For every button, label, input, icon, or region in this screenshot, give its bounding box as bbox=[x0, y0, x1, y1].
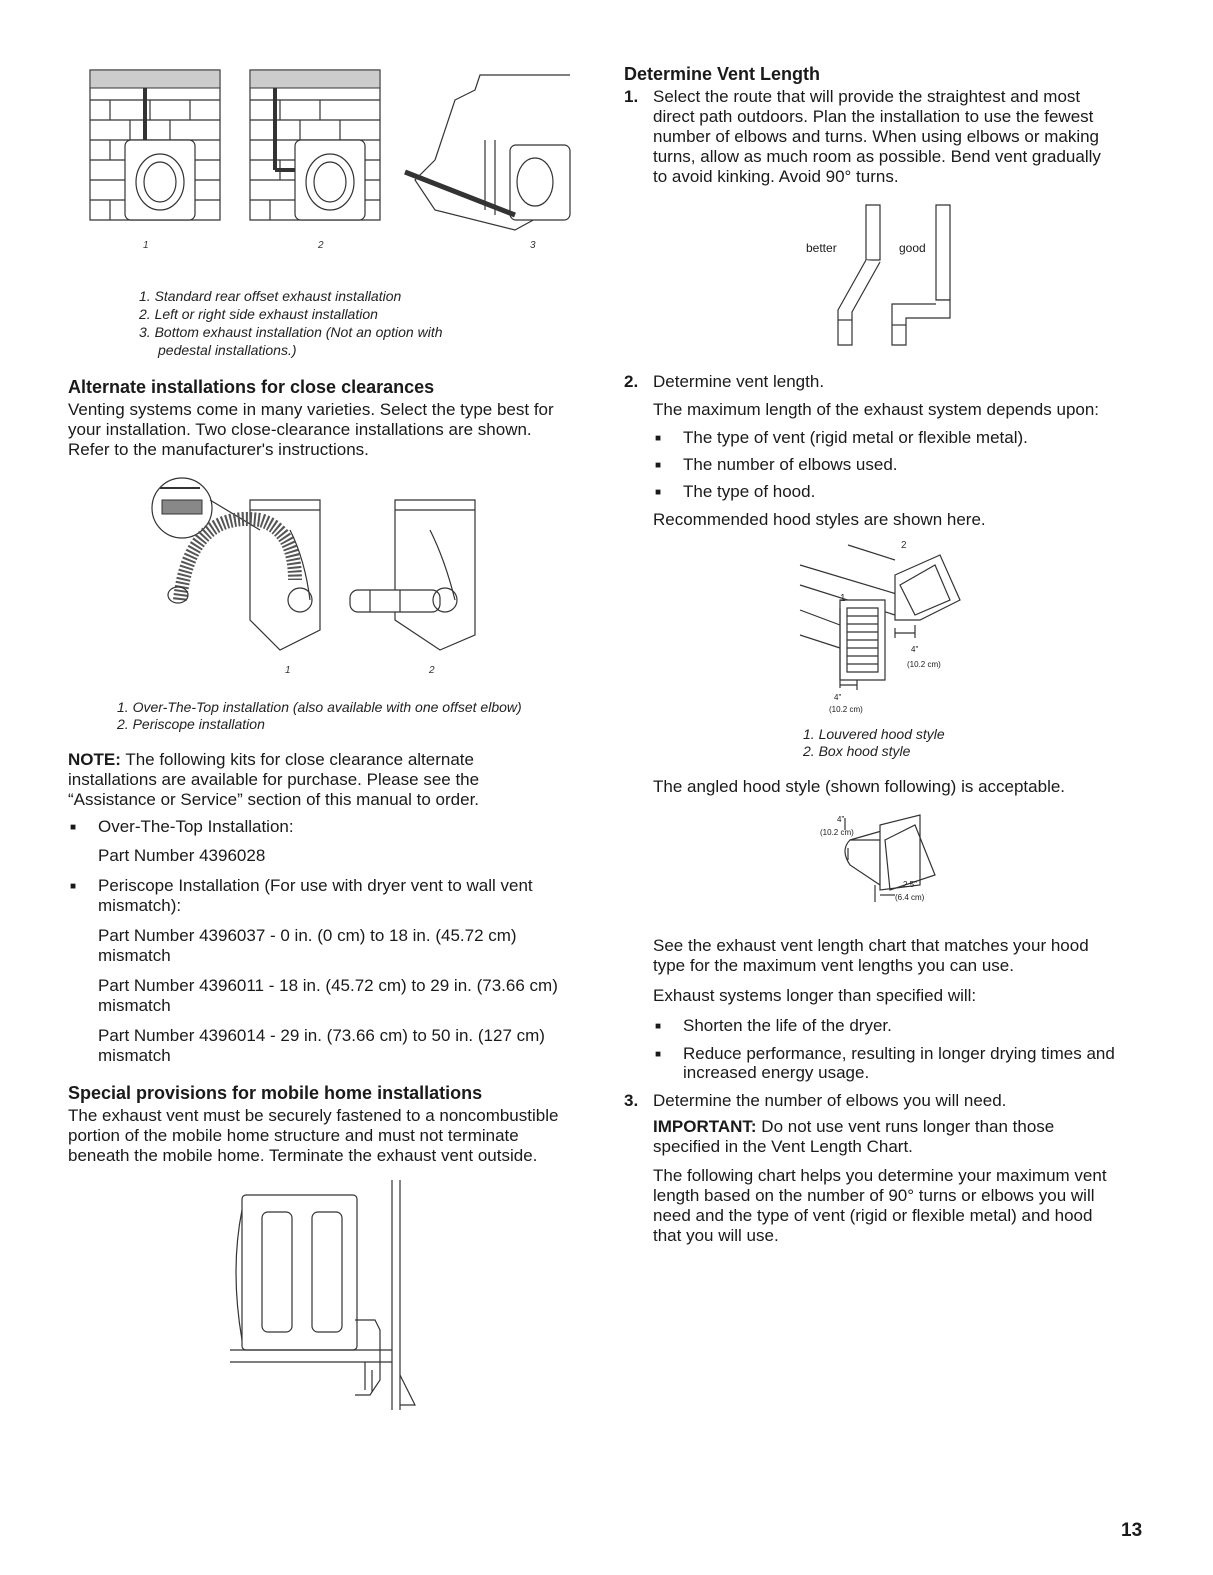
see-chart-line-2: type for the maximum vent lengths you can use. bbox=[653, 956, 1014, 975]
alt-para-line-3: Refer to the manufacturer's instructions. bbox=[68, 440, 369, 459]
hood-number-1: 1 bbox=[840, 593, 846, 604]
alt-para-line-1: Venting systems come in many varieties. Select the type best for bbox=[68, 400, 554, 419]
fig1-caption-2: 2. Left or right side exhaust installation bbox=[139, 306, 378, 322]
box-hood-dim-in: 4" bbox=[911, 645, 919, 654]
hood-caption-2: 2. Box hood style bbox=[803, 743, 911, 759]
kit-1-part: Part Number 4396028 bbox=[98, 846, 266, 865]
chart-para-line-3: need and the type of vent (rigid or flexible metal) and hood bbox=[653, 1206, 1093, 1225]
figure-mobile-home-installation bbox=[230, 1180, 430, 1415]
box-hood-dim-cm: (10.2 cm) bbox=[907, 660, 941, 669]
step-2-number: 2. bbox=[624, 372, 639, 391]
figure-standard-installations bbox=[90, 60, 570, 235]
mobile-para-line-3: beneath the mobile home. Terminate the exhaust vent outside. bbox=[68, 1146, 538, 1165]
step-1-line-2: direct path outdoors. Plan the installation to use the fewest bbox=[653, 107, 1094, 126]
kit-2-line-2: mismatch): bbox=[98, 896, 182, 915]
kit-2-part-1a: Part Number 4396037 - 0 in. (0 cm) to 18 in. (45.72 cm) bbox=[98, 926, 517, 945]
note-line-1 bbox=[68, 750, 474, 770]
longer-text: Exhaust systems longer than specified will: bbox=[653, 986, 977, 1005]
step-1-line-4: turns, allow as much room as possible. Bend vent gradually bbox=[653, 147, 1101, 166]
kit-2-part-3a: Part Number 4396014 - 29 in. (73.66 cm) to 50 in. (127 cm) bbox=[98, 1026, 545, 1045]
figure-hood-styles bbox=[800, 540, 980, 700]
max-length-text: The maximum length of the exhaust system depends upon: bbox=[653, 400, 1100, 419]
fig1-number-2: 2 bbox=[318, 240, 324, 251]
alt-para-line-2: your installation. Two close-clearance installations are shown. bbox=[68, 420, 532, 439]
mobile-para-line-2: portion of the mobile home structure and must not terminate bbox=[68, 1126, 519, 1145]
figure-vent-routes bbox=[830, 200, 970, 360]
angled-dim-bottom-cm: (6.4 cm) bbox=[895, 893, 925, 902]
step-1-line-3: number of elbows and turns. When using elbows or making bbox=[653, 127, 1100, 146]
note-line-2: installations are available for purchase. Please see the bbox=[68, 770, 480, 789]
fig1-caption-3-cont: pedestal installations.) bbox=[158, 342, 297, 358]
important-text-1: Do not use vent runs longer than those bbox=[761, 1117, 1055, 1136]
step-3-number: 3. bbox=[624, 1091, 639, 1110]
step-2-text: Determine vent length. bbox=[653, 372, 825, 391]
fig2-caption-1: 1. Over-The-Top installation (also available with one offset elbow) bbox=[117, 699, 522, 715]
kit-2-part-1b: mismatch bbox=[98, 946, 171, 965]
important-label: IMPORTANT: bbox=[653, 1117, 757, 1136]
mobile-para-line-1: The exhaust vent must be securely fastened to a noncombustible bbox=[68, 1106, 559, 1125]
step-3-text: Determine the number of elbows you will need. bbox=[653, 1091, 1007, 1110]
depends-item-2: ■ The number of elbows used. bbox=[683, 455, 898, 475]
good-label: good bbox=[899, 241, 926, 255]
fig1-caption-1: 1. Standard rear offset exhaust installation bbox=[139, 288, 402, 304]
fig1-number-3: 3 bbox=[530, 240, 536, 251]
note-text-1: The following kits for close clearance alternate bbox=[125, 750, 474, 769]
effect-1: ■ Shorten the life of the dryer. bbox=[683, 1016, 892, 1036]
important-line-1 bbox=[653, 1117, 1054, 1137]
fig2-number-2: 2 bbox=[429, 665, 435, 676]
kit-2-part-2a: Part Number 4396011 - 18 in. (45.72 cm) to 29 in. (73.66 cm) bbox=[98, 976, 558, 995]
kit-1: ■ Over-The-Top Installation: bbox=[98, 817, 294, 837]
chart-para-line-1: The following chart helps you determine your maximum vent bbox=[653, 1166, 1107, 1185]
note-line-3: “Assistance or Service” section of this manual to order. bbox=[68, 790, 480, 809]
note-label: NOTE: bbox=[68, 750, 121, 769]
kit-2-part-2b: mismatch bbox=[98, 996, 171, 1015]
hood-caption-1: 1. Louvered hood style bbox=[803, 726, 945, 742]
fig2-caption-2: 2. Periscope installation bbox=[117, 716, 265, 732]
mobile-home-heading: Special provisions for mobile home installations bbox=[68, 1083, 483, 1103]
better-label: better bbox=[806, 241, 837, 255]
step-1-line-5: to avoid kinking. Avoid 90° turns. bbox=[653, 167, 899, 186]
alt-installations-heading: Alternate installations for close clearances bbox=[68, 377, 435, 397]
step-1-number: 1. bbox=[624, 87, 639, 106]
step-1-line-1: Select the route that will provide the straightest and most bbox=[653, 87, 1081, 106]
important-line-2: specified in the Vent Length Chart. bbox=[653, 1137, 913, 1156]
effect-2-line-2: increased energy usage. bbox=[683, 1063, 870, 1082]
kit-2-part-3b: mismatch bbox=[98, 1046, 171, 1065]
angled-dim-bottom-in: 2.5" bbox=[903, 880, 917, 889]
fig1-caption-3: 3. Bottom exhaust installation (Not an option with bbox=[139, 324, 443, 340]
angled-dim-top-cm: (10.2 cm) bbox=[820, 828, 854, 837]
fig1-number-1: 1 bbox=[143, 240, 149, 251]
hood-number-2: 2 bbox=[901, 540, 907, 551]
page-number: 13 bbox=[1121, 1520, 1143, 1541]
chart-para-line-2: length based on the number of 90° turns or elbows you will bbox=[653, 1186, 1095, 1205]
figure-angled-hood bbox=[820, 810, 950, 910]
louvered-hood-dim-in: 4" bbox=[834, 693, 842, 702]
chart-para-line-4: that you will use. bbox=[653, 1226, 779, 1245]
kit-2-line-1: ■ Periscope Installation (For use with dryer vent to wall vent bbox=[98, 876, 533, 896]
louvered-hood-dim-cm: (10.2 cm) bbox=[829, 705, 863, 714]
fig2-number-1: 1 bbox=[285, 665, 291, 676]
figure-close-clearance-installations bbox=[140, 470, 480, 655]
angled-dim-top-in: 4" bbox=[837, 815, 845, 824]
determine-vent-length-heading: Determine Vent Length bbox=[624, 64, 821, 84]
see-chart-line-1: See the exhaust vent length chart that matches your hood bbox=[653, 936, 1089, 955]
effect-2-line-1: ■ Reduce performance, resulting in longer drying times and bbox=[683, 1044, 1115, 1064]
recommended-text: Recommended hood styles are shown here. bbox=[653, 510, 986, 529]
depends-item-3: ■ The type of hood. bbox=[683, 482, 815, 502]
depends-item-1: ■ The type of vent (rigid metal or flexible metal). bbox=[683, 428, 1028, 448]
angled-hood-text: The angled hood style (shown following) is acceptable. bbox=[653, 777, 1066, 796]
